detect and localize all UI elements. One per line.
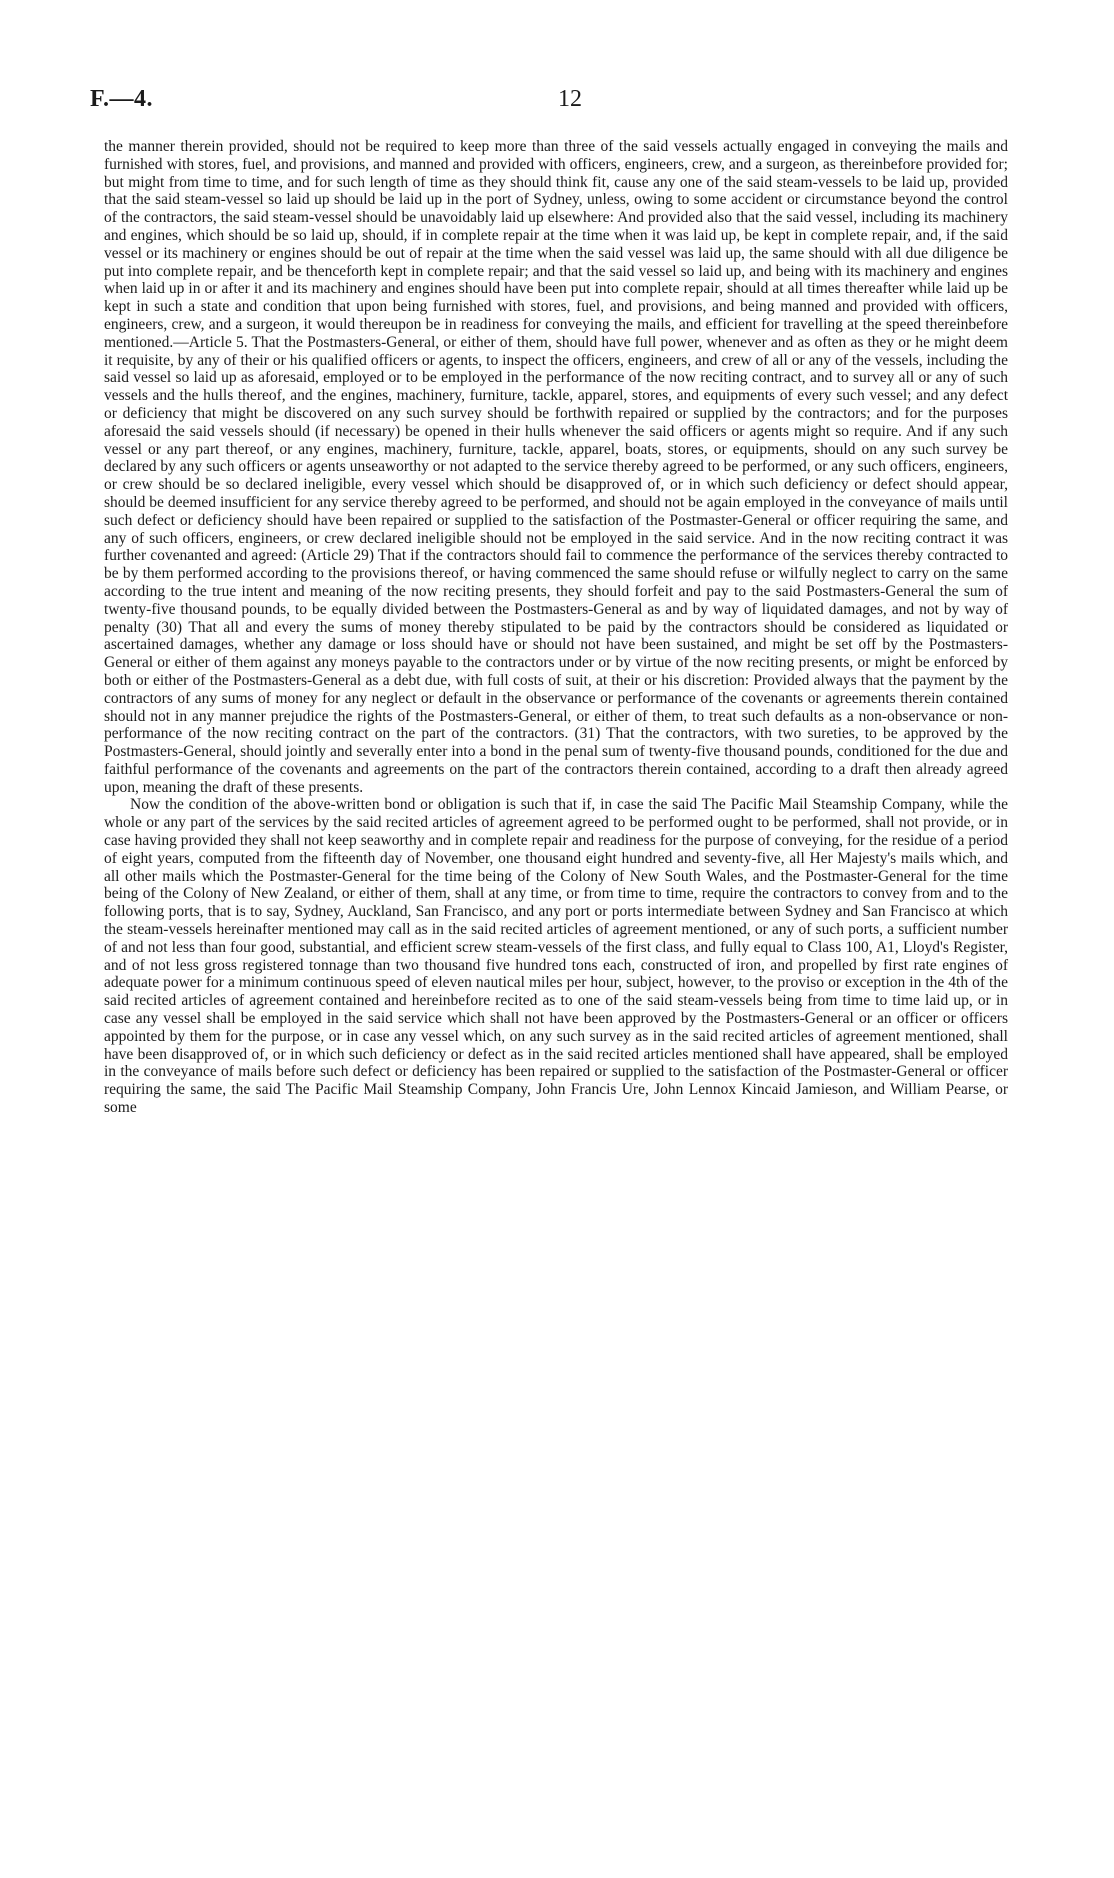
document-reference: F.—4.: [90, 86, 153, 112]
page-header: [90, 86, 1024, 116]
paragraph-bond-condition: Now the condition of the above-written bond or obligation is such that if, in case the said The Pacific Mail Steamship Company, while the whole or any part of the services by the said recited articles of agreement agreed to be performed ought to be performed, shall not provide, or in case having provided they shall not keep seaworthy and in complete repair and readiness for the purpose of conveying, for the residue of a period of eight years, computed from the fifteenth day of November, one thousand eight hundred and seventy-five, all Her Majesty's mails which, and all other mails which the Postmaster-General for the time being of the Colony of New South Wales, and the Postmaster-General for the time being of the Colony of New Zealand, or either of them, shall at any time, or from time to time, require the contractors to convey from and to the following ports, that is to say, Sydney, Auckland, San Francisco, and any port or ports intermediate between Sydney and San Francisco at which the steam-vessels hereinafter mentioned may call as in the said recited articles of agreement mentioned, or any of such ports, a sufficient number of and not less than four good, substantial, and efficient screw steam-vessels of the first class, and fully equal to Class 100, A1, Lloyd's Register, and of not less gross registered tonnage than two thousand five hundred tons each, constructed of iron, and propelled by first rate engines of adequate power for a minimum continuous speed of eleven nautical miles per hour, subject, however, to the proviso or exception in the 4th of the said recited articles of agreement contained and hereinbefore recited as to one of the said steam-vessels being from time to time laid up, or in case any vessel shall be employed in the said service which shall not have been approved by the Postmasters-General or an officer or officers appointed by them for the purpose, or in case any vessel which, on any such survey as in the said recited articles of agreement mentioned, shall have been disapproved of, or in which such deficiency or defect as in the said recited articles mentioned shall have appeared, shall be employed in the conveyance of mails before such defect or deficiency has been repaired or supplied to the satisfaction of the Postmaster-General or officer requiring the same, the said The Pacific Mail Steamship Company, John Francis Ure, John Lennox Kincaid Jamieson, and William Pearse, or some: [104, 796, 1008, 1117]
paragraph-continuation: the manner therein provided, should not be required to keep more than three of the said vessels actually engaged in conveying the mails and furnished with stores, fuel, and provisions, and manned and provided with officers, engineers, crew, and a surgeon, as thereinbefore provided for; but might from time to time, and for such length of time as they should think fit, cause any one of the said steam-vessels to be laid up, provided that the said steam-vessel so laid up should be laid up in the port of Sydney, unless, owing to some accident or circumstance beyond the control of the contractors, the said steam-vessel should be unavoidably laid up elsewhere: And provided also that the said vessel, including its machinery and engines, which should be so laid up, should, if in complete repair at the time when it was laid up, be kept in complete repair, and, if the said vessel or its machinery or engines should be out of repair at the time when the said vessel was laid up, the same should with all due diligence be put into complete repair, and be thenceforth kept in complete repair; and that the said vessel so laid up, and being with its machinery and engines when laid up in or after it and its machinery and engines should have been put into complete repair, should at all times thereafter while laid up be kept in such a state and condition that upon being furnished with stores, fuel, and provisions, and being manned and provided with officers, engineers, crew, and a surgeon, it would thereupon be in readiness for conveying the mails, and efficient for travelling at the speed thereinbefore mentioned.—Article 5. That the Postmasters-General, or either of them, should have full power, whenever and as often as they or he might deem it requisite, by any of their or his qualified officers or agents, to inspect the officers, engineers, and crew of all or any of the vessels, including the said vessel so laid up as aforesaid, employed or to be employed in the performance of the now reciting contract, and to survey all or any of such vessels and the hulls thereof, and the engines, machinery, furniture, tackle, apparel, stores, and equipments of every such vessel; and any defect or deficiency that might be discovered on any such survey should be forthwith repaired or supplied by the contractors; and for the purposes aforesaid the said vessels should (if necessary) be opened in their hulls whenever the said officers or agents might so require. And if any such vessel or any part thereof, or any engines, machinery, furniture, tackle, apparel, boats, stores, or equipments, should on any such survey be declared by any such officers or agents unseaworthy or not adapted to the service thereby agreed to be performed, or any such officers, engineers, or crew should be so declared ineligible, every vessel which should be disapproved of, or in which such deficiency or defect should appear, should be deemed insufficient for any service thereby agreed to be performed, and should not be again employed in the conveyance of mails until such defect or deficiency should have been repaired or supplied to the satisfaction of the Postmaster-General or officer requiring the same, and any of such officers, engineers, or crew declared ineligible should not be employed in the said service. And in the now reciting contract it was further covenanted and agreed: (Article 29) That if the contractors should fail to commence the performance of the services thereby contracted to be by them performed according to the provisions thereof, or having commenced the same should refuse or wilfully neglect to carry on the same according to the true intent and meaning of the now reciting presents, they should forfeit and pay to the said Postmasters-General the sum of twenty-five thousand pounds, to be equally divided between the Postmasters-General as and by way of liquidated damages, and not by way of penalty (30) That all and every the sums of money thereby stipulated to be paid by the contractors should be considered as liquidated or ascertained damages, whether any damage or loss should have or should not have been sustained, and might be set off by the Postmasters-General or either of them against any moneys payable to the contractors under or by virtue of the now reciting presents, or might be enforced by both or either of the Postmasters-General as a debt due, with full costs of suit, at their or his discretion: Provided always that the payment by the contractors of any sums of money for any neglect or default in the observance or performance of the covenants or agreements therein contained should not in any manner prejudice the rights of the Postmasters-General, or either of them, to treat such defaults as a non-observance or non-performance of the now reciting contract on the part of the contractors. (31) That the contractors, with two sureties, to be approved by the Postmasters-General, should jointly and severally enter into a bond in the penal sum of twenty-five thousand pounds, conditioned for the due and faithful performance of the covenants and agreements on the part of the contractors therein contained, according to a draft then already agreed upon, meaning the draft of these presents.: [104, 138, 1008, 796]
body-text: [104, 138, 1008, 1117]
page-number: 12: [558, 86, 582, 112]
